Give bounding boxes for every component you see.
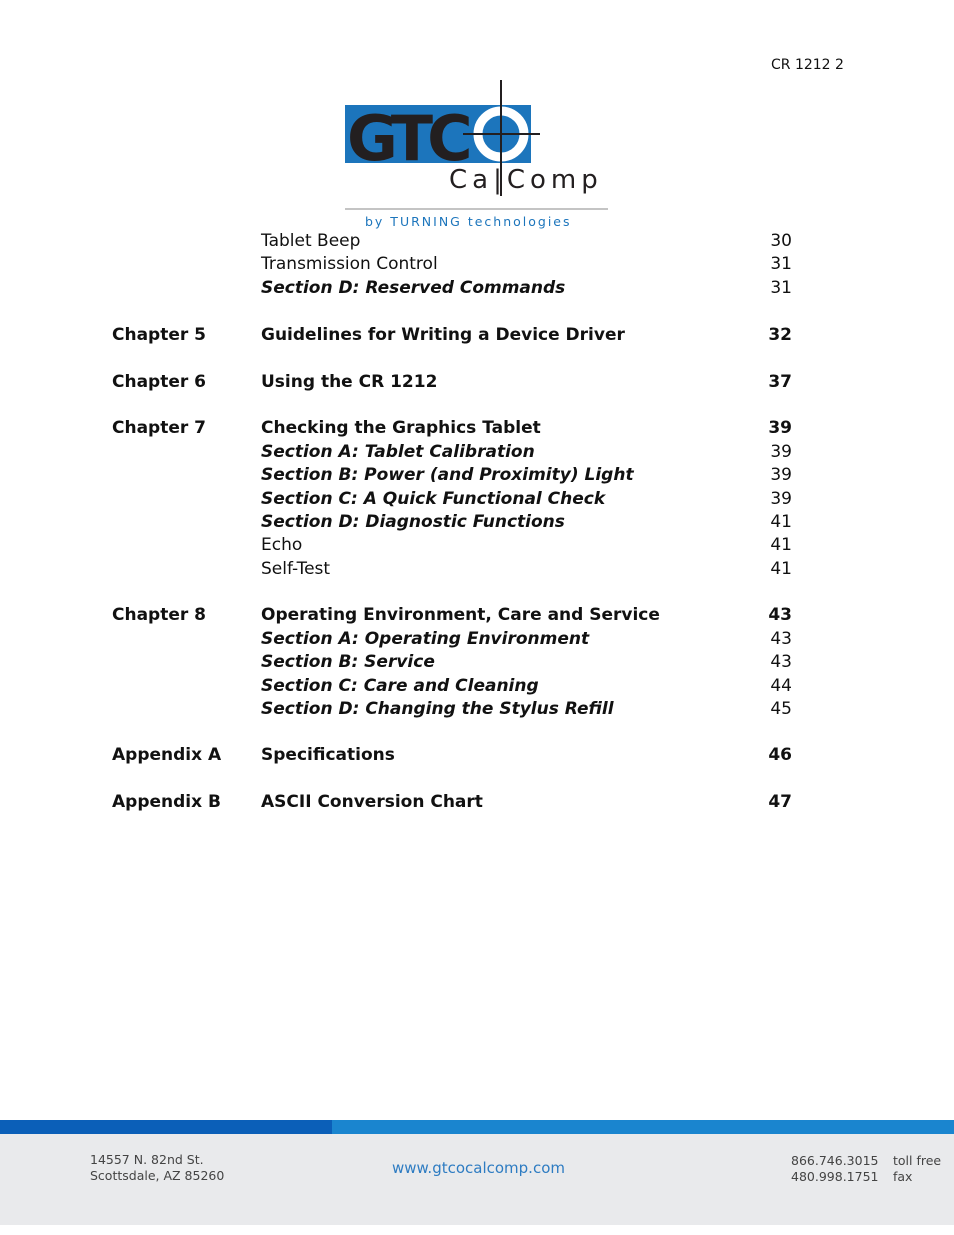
toc-title: Transmission Control bbox=[261, 254, 438, 274]
toc-title: Checking the Graphics Tablet bbox=[261, 418, 541, 438]
toc-entry bbox=[0, 276, 954, 300]
toc-title: Tablet Beep bbox=[261, 231, 361, 251]
page-footer bbox=[0, 1120, 954, 1225]
toc-page-number: 31 bbox=[770, 254, 792, 274]
toc-page-number: 31 bbox=[770, 278, 792, 298]
toc-entry bbox=[0, 697, 954, 721]
toc-chapter-label: Chapter 6 bbox=[112, 372, 207, 392]
toc-entry bbox=[0, 627, 954, 651]
toc-title: Section C: A Quick Functional Check bbox=[261, 489, 606, 509]
toc-entry bbox=[0, 487, 954, 511]
toc-title: ASCII Conversion Chart bbox=[261, 792, 483, 812]
footer-accent-bar-dark bbox=[0, 1120, 332, 1134]
svg-text:GTC: GTC bbox=[347, 102, 467, 175]
toc-page-number: 32 bbox=[768, 325, 792, 345]
toc-page-number: 43 bbox=[770, 652, 792, 672]
toc-entry bbox=[0, 743, 954, 767]
toc-chapter-label: Chapter 8 bbox=[112, 605, 207, 625]
page-number-header: CR 1212 2 bbox=[771, 57, 844, 73]
toc-page-number: 39 bbox=[770, 465, 792, 485]
toc-chapter-label: Chapter 7 bbox=[112, 418, 207, 438]
toc-page-number: 47 bbox=[768, 792, 792, 812]
address-line-2: Scottsdale, AZ 85260 bbox=[90, 1168, 225, 1183]
toc-title: Section B: Power (and Proximity) Light bbox=[261, 465, 634, 485]
toc-title: Using the CR 1212 bbox=[261, 372, 438, 392]
toc-entry bbox=[0, 510, 954, 534]
toc-page-number: 43 bbox=[768, 605, 792, 625]
toc-title: Section D: Changing the Stylus Refill bbox=[261, 699, 614, 719]
toc-page-number: 46 bbox=[768, 745, 792, 765]
footer-phone-numbers bbox=[791, 1153, 878, 1185]
toc-page-number: 39 bbox=[770, 489, 792, 509]
gtco-calcomp-logo bbox=[343, 78, 613, 230]
toc-page-number: 41 bbox=[770, 559, 792, 579]
toc-entry bbox=[0, 323, 954, 347]
phone-toll-free: 866.746.3015 bbox=[791, 1153, 879, 1168]
phone-fax: 480.998.1751 bbox=[791, 1169, 879, 1184]
toc-chapter-label: Appendix B bbox=[112, 792, 221, 812]
footer-accent-bar-light bbox=[332, 1120, 954, 1134]
toc-title: Section D: Diagnostic Functions bbox=[261, 512, 565, 532]
toc-entry bbox=[0, 557, 954, 581]
toc-page-number: 43 bbox=[770, 629, 792, 649]
toc-title: Section C: Care and Cleaning bbox=[261, 676, 539, 696]
toc-page-number: 39 bbox=[770, 442, 792, 462]
toc-title: Self-Test bbox=[261, 559, 331, 579]
toc-page-number: 41 bbox=[770, 535, 792, 555]
toc-chapter-label: Chapter 5 bbox=[112, 325, 207, 345]
toc-entry bbox=[0, 674, 954, 698]
toc-page-number: 39 bbox=[768, 418, 792, 438]
toc-entry bbox=[0, 603, 954, 627]
toc-entry bbox=[0, 463, 954, 487]
toc-entry bbox=[0, 790, 954, 814]
toc-title: Echo bbox=[261, 535, 303, 555]
toc-page-number: 30 bbox=[770, 231, 792, 251]
toc-entry bbox=[0, 416, 954, 440]
toc-entry bbox=[0, 533, 954, 557]
phone-fax-label: fax bbox=[893, 1169, 913, 1184]
toc-title: Section D: Reserved Commands bbox=[261, 278, 566, 298]
toc-entry bbox=[0, 229, 954, 253]
toc-page-number: 37 bbox=[768, 372, 792, 392]
address-line-1: 14557 N. 82nd St. bbox=[90, 1152, 204, 1167]
footer-address bbox=[90, 1152, 224, 1184]
toc-title: Section A: Tablet Calibration bbox=[261, 442, 535, 462]
logo-wordmark: Ca|Comp bbox=[449, 165, 603, 195]
phone-toll-free-label: toll free bbox=[893, 1153, 942, 1168]
toc-page-number: 44 bbox=[770, 676, 792, 696]
toc-entry bbox=[0, 252, 954, 276]
toc-title: Specifications bbox=[261, 745, 395, 765]
toc-entry bbox=[0, 650, 954, 674]
toc-chapter-label: Appendix A bbox=[112, 745, 222, 765]
toc-entry bbox=[0, 370, 954, 394]
toc-title: Operating Environment, Care and Service bbox=[261, 605, 660, 625]
toc-title: Section B: Service bbox=[261, 652, 435, 672]
footer-phone-labels bbox=[893, 1153, 941, 1185]
toc-title: Section A: Operating Environment bbox=[261, 629, 590, 649]
toc-page-number: 45 bbox=[770, 699, 792, 719]
toc-title: Guidelines for Writing a Device Driver bbox=[261, 325, 625, 345]
toc-page-number: 41 bbox=[770, 512, 792, 532]
toc-entry bbox=[0, 440, 954, 464]
website-link[interactable]: www.gtcocalcomp.com bbox=[392, 1159, 565, 1177]
logo-tagline: by TURNING technologies bbox=[365, 214, 572, 229]
